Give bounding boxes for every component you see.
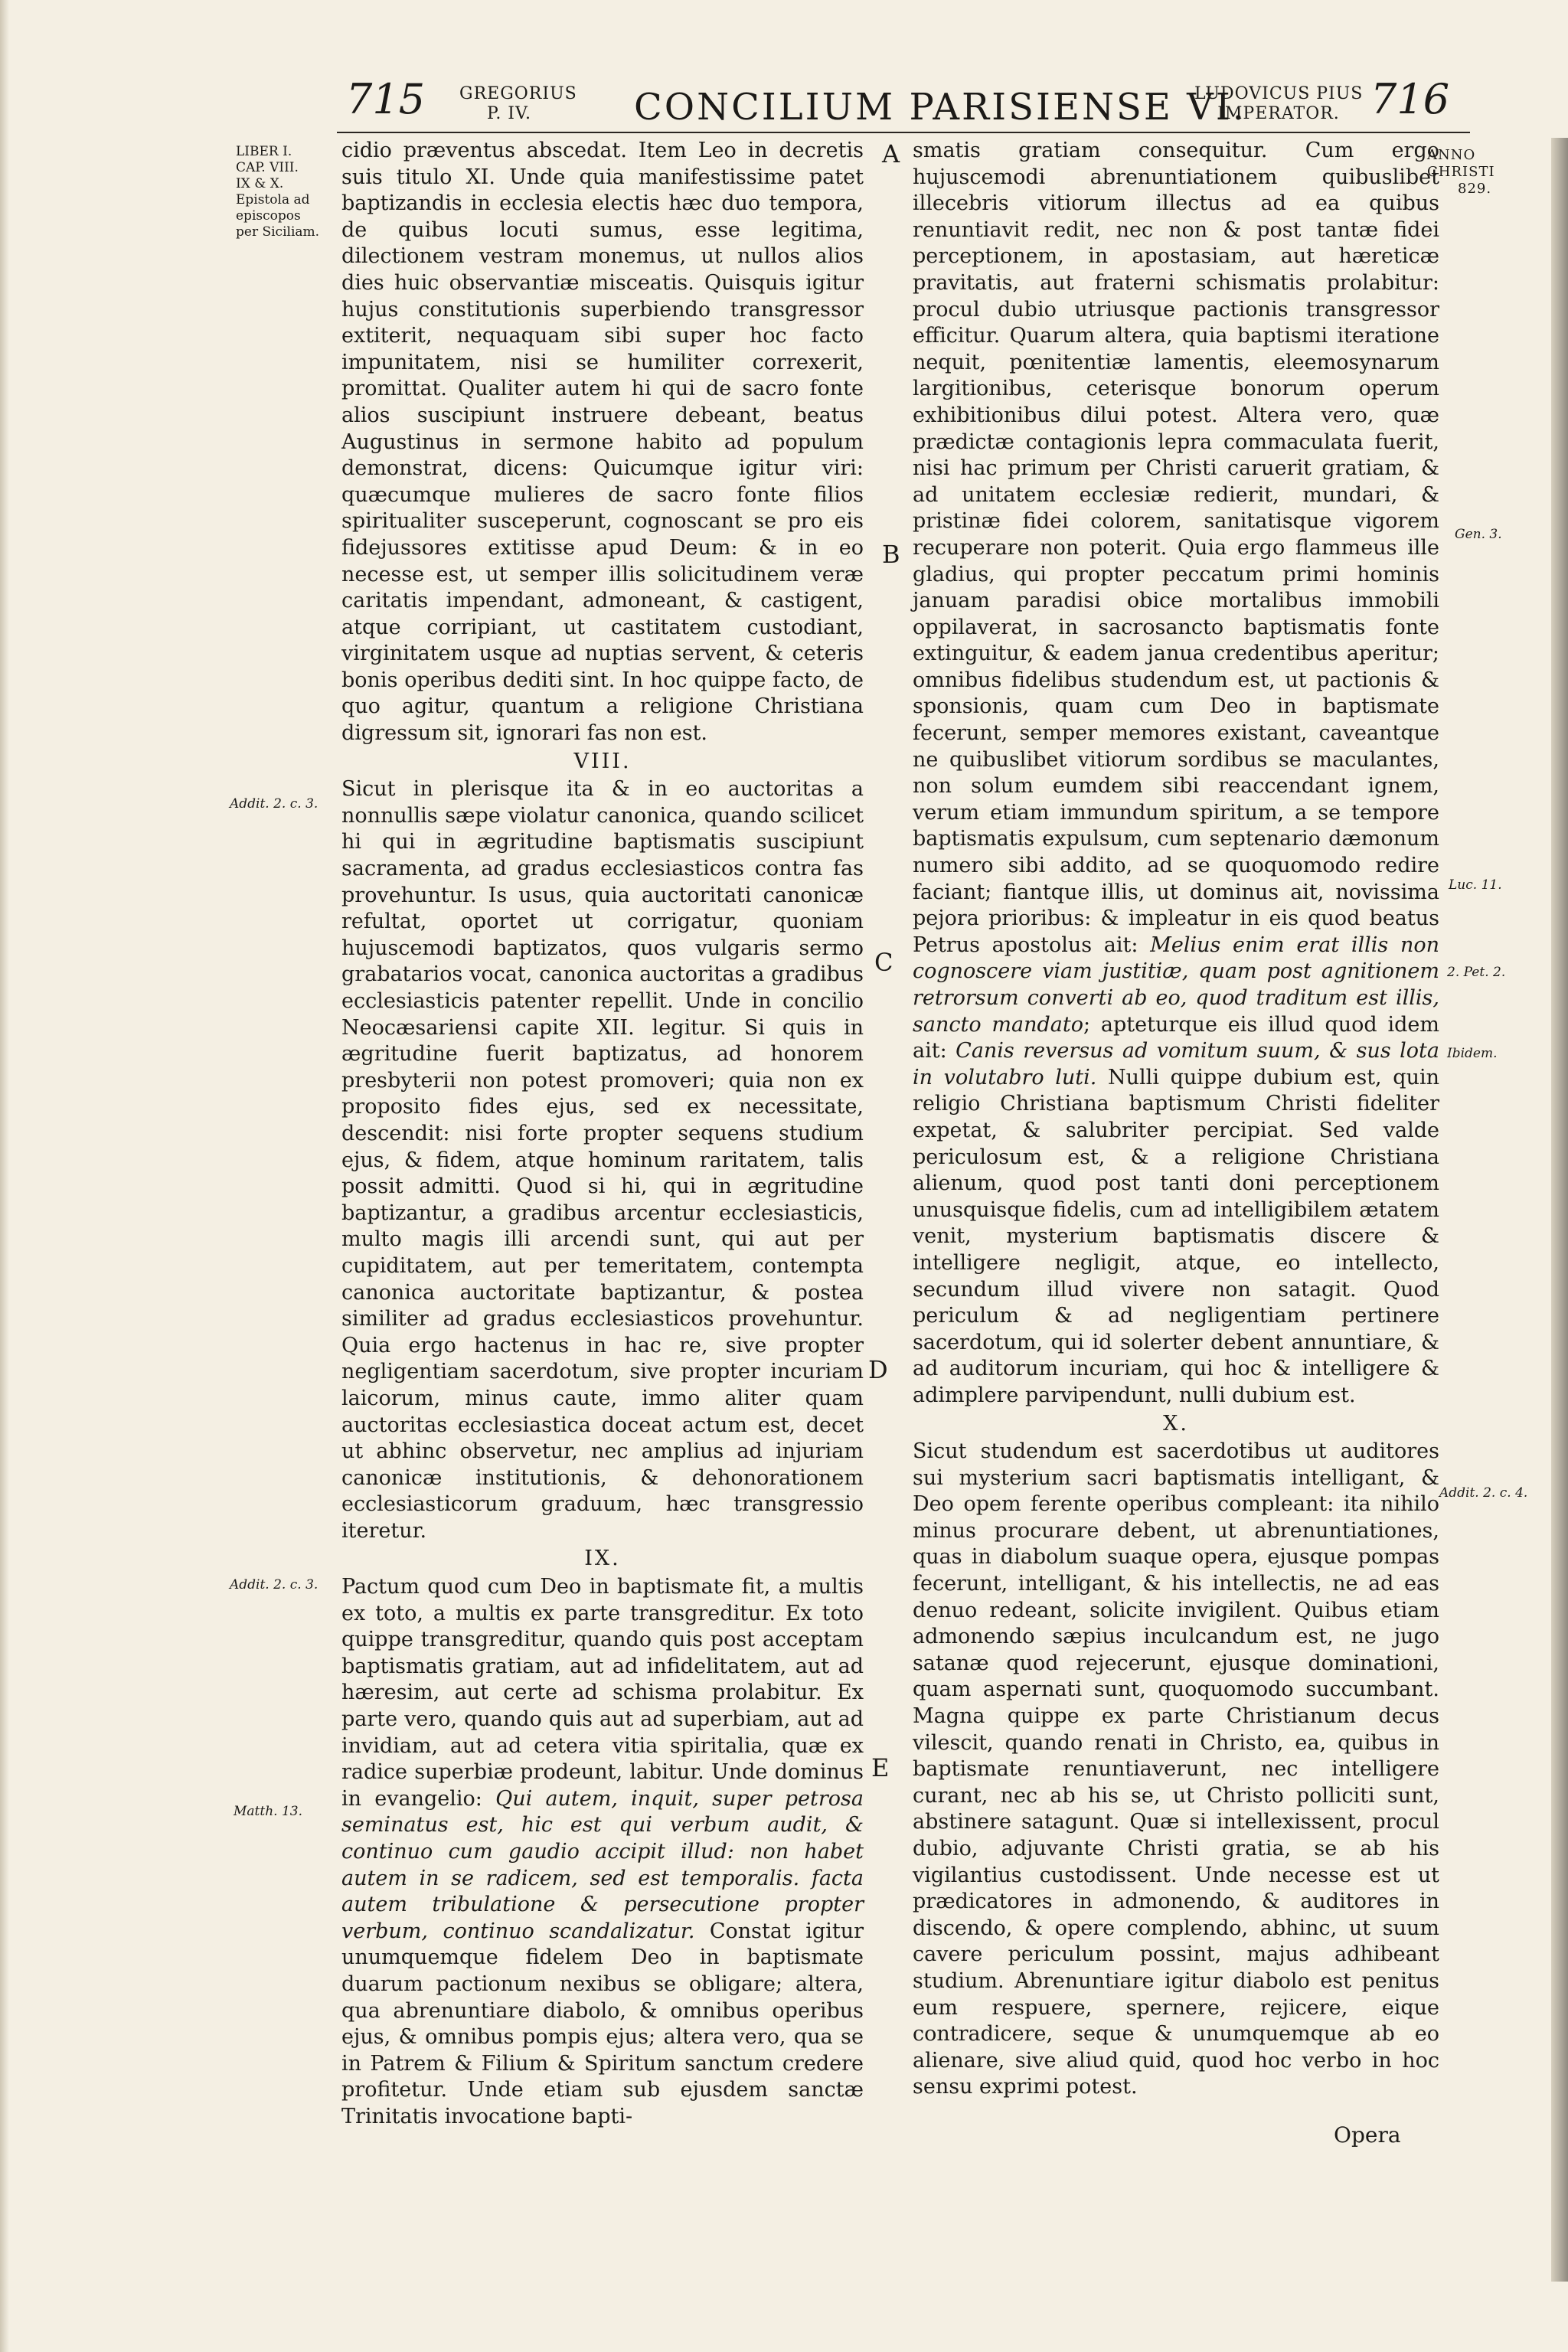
- margin-note-pet: 2. Pet. 2.: [1447, 965, 1506, 980]
- right-column: [913, 138, 1439, 2101]
- right-page-number: 716: [1370, 75, 1450, 123]
- section-heading-x: X.: [1163, 1411, 1189, 1436]
- section-heading-viii: VIII.: [573, 749, 632, 773]
- margin-note-addit-1: Addit. 2. c. 3.: [230, 796, 318, 812]
- margin-note-ibidem: Ibidem.: [1447, 1046, 1498, 1061]
- paragraph-ix: Pactum quod cum Deo in baptismate fit, a multis ex toto, a multis ex parte transgreditur. Ex toto quippe transgreditur, quando quis post acceptam baptismatis gratiam, aut ad infidelitatem, aut ad hæresim, aut certe ad schisma prolabitur. Ex parte vero, quando quis aut ad superbiam, aut ad invidiam, aut ad cetera vitia spiritalia, quæ ex radice superbiæ prodeunt, labitur. Unde dominus in evangelio: Qui autem, inquit, super petrosa seminatus est, hic est qui verbum audit, & continuo cum gaudio accipit illud: non habet autem in se radicem, sed est temporalis. facta autem tribulatione & persecutione propter verbum, continuo scandalizatur. Constat igitur unumquemque fidelem Deo in baptismate duarum pactionum nexibus se obligare; altera, qua abrenuntiare diabolo, & omnibus operibus ejus, & omnibus pompis ejus; altera vero, qua se in Patrem & Filium & Spiritum sanctum credere profitetur. Unde etiam sub ejusdem sanctæ Trinitatis invocatione bapti-: [341, 1575, 864, 2128]
- left-column: [341, 138, 864, 2131]
- left-page-number: 715: [346, 75, 426, 123]
- section-letter-a: A: [882, 139, 900, 168]
- header-left-label: GREGORIUS P. IV.: [459, 84, 577, 123]
- margin-note-liber: LIBER I. CAP. VIII. IX & X. Epistola ad episcopos per Siciliam.: [236, 144, 320, 240]
- section-letter-d: D: [868, 1355, 888, 1384]
- paragraph-vii-end: cidio præventus abscedat. Item Leo in decretis suis titulo XI. Unde quia manifestissime patet baptizandis in ecclesia electis hæc duo tempora, de quibus locuti sumus, esse legitima, dilectionem vestram monemus, ut nullos alios dies huic observantiæ misceatis. Quisquis igitur hujus constitutionis superbiendo transgressor extiterit, nequaquam sibi super hoc facto impunitatem, nisi se humiliter correxerit, promittat. Qualiter autem hi qui de sacro fonte alios suscipiunt instruere debeant, beatus Augustinus in sermone habito ad populum demonstrat, dicens: Quicumque igitur viri: quæcumque mulieres de sacro fonte filios spiritualiter susceperunt, cognoscant se pro eis fidejussores extitisse apud Deum: & in eo necesse est, ut semper illis solicitudinem veræ caritatis impendant, admoneant, & castigent, atque corripiant, ut castitatem custodiant, virginitatem usque ad nuptias servent, & ceteris bonis operibus dediti sint. In hoc quippe facto, de quo agitur, quantum a religione Christiana digressum sit, ignorari fas non est.: [341, 139, 864, 746]
- page-fold: [0, 0, 9, 2352]
- section-letter-b: B: [882, 540, 900, 569]
- page-title: CONCILIUM PARISIENSE VI.: [634, 86, 1247, 129]
- margin-note-gen: Gen. 3.: [1455, 527, 1502, 542]
- section-letter-c: C: [874, 948, 893, 977]
- margin-note-addit-2: Addit. 2. c. 3.: [230, 1577, 318, 1592]
- header-right-label: LUDOVICUS PIUS IMPERATOR.: [1194, 84, 1364, 123]
- paragraph-viii: Sicut in plerisque ita & in eo auctoritas a nonnullis sæpe violatur canonica, quando scilicet hi qui in ægritudine baptismatis suscipiunt sacramenta, ad gradus ecclesiasticos contra fas provehuntur. Is usus, quia auctoritati canonicæ refultat, oportet ut corrigatur, quoniam hujuscemodi baptizatos, quos vulgaris sermo grabatarios vocat, canonica auctoritas a gradibus ecclesiasticis patenter repellit. Unde in concilio Neocæsariensi capite XII. legitur. Si quis in ægritudine fuerit baptizatus, ad honorem presbyterii non potest promoveri; quia non ex proposito fides ejus, sed ex necessitate, descendit: nisi forte propter sequens studium ejus, & fidem, atque hominum raritatem, talis possit admitti. Quod si hi, qui in ægritudine baptizantur, a gradibus arcentur ecclesiasticis, multo magis illi arcendi sunt, qui aut per cupiditatem, aut per temeritatem, contempta canonica auctoritate baptizantur, & postea similiter ad gradus ecclesiasticos provehuntur. Quia ergo hactenus in hac re, sive propter negligentiam sacerdotum, sive propter incuriam laicorum, minus caute, immo aliter quam auctoritas ecclesiastica doceat actum est, decet ut abhinc observetur, nec amplius ad injuriam canonicæ institutionis, & dehonorationem ecclesiasticorum graduum, hæc transgressio iteretur.: [341, 777, 864, 1543]
- margin-note-addit-3: Addit. 2. c. 4.: [1439, 1485, 1528, 1501]
- section-heading-ix: IX.: [584, 1547, 621, 1571]
- section-letter-e: E: [871, 1753, 890, 1782]
- margin-note-matth: Matth. 13.: [234, 1804, 302, 1819]
- catchword: Opera: [1334, 2122, 1401, 2148]
- paragraph-x: Sicut studendum est sacerdotibus ut auditores sui mysterium sacri baptismatis intelligant, & Deo opem ferente operibus compleant: ita nihilo minus procurare debent, ut abrenuntiationes, quas in diabolum suaque opera, ejusque pompas fecerunt, intelligant, & his intellectis, ne ad eas denuo redeant, solicite invigilent. Quibus etiam admonendo sæpius inculcandum est, ne jugo satanæ quod rejecerunt, ejusque dominationi, quam aspernati sunt, quoquomodo succumbant. Magna quippe ex parte Christianum decus vilescit, quando renati in Christo, ea, quibus in baptismate renuntiaverunt, nec intelligere curant, nec ab his se, ut Christo polliciti sunt, abstinere satagunt. Quæ si intellexissent, procul dubio, adjuvante Christi gratia, se ab his vigilantius custodissent. Unde necesse est ut prædicatores in admonendo, & auditores in discendo, & opere complendo, abhinc, ut suum cavere periculum possint, majus adhibeant studium. Abrenuntiare igitur diabolo est penitus eum respuere, spernere, rejicere, eique contradicere, seque & unumquemque ab eo alienare, sive aliud quid, quod hoc verbo in hoc sensu exprimi potest.: [913, 1439, 1439, 2099]
- margin-note-luc: Luc. 11.: [1449, 877, 1502, 893]
- margin-note-anno: ANNO CHRISTI 829.: [1427, 147, 1495, 197]
- paragraph-ix-continued: smatis gratiam consequitur. Cum ergo hujuscemodi abrenuntiationem quibuslibet illecebris vitiorum illectus ad ea quibus renuntiavit redit, nec non & post tantæ fidei perceptionem, in apostasiam, aut hæreticæ pravitatis, aut fraterni schismatis prolabitur: procul dubio utriusque pactionis transgressor efficitur. Quarum altera, quia baptismi iteratione nequit, pœnitentiæ lamentis, eleemosynarum largitionibus, ceterisque bonorum operum exhibitionibus dilui potest. Altera vero, quæ prædictæ contagionis lepra commaculata fuerit, nisi hac primum per Christi caruerit gratiam, & ad unitatem ecclesiæ redierit, mundari, & pristinæ fidei colorem, sanitatisque vigorem recuperare non poterit. Quia ergo flammeus ille gladius, qui propter peccatum primi hominis januam paradisi obice mortalibus immobili oppilaverat, in sacrosancto baptismatis fonte extinguitur, & eadem janua credentibus aperitur; omnibus fidelibus studendum est, ut pactionis & sponsionis, quam cum Deo in baptismate fecerunt, semper memores existant, caveantque ne quibuslibet vitiorum sordibus se maculantes, non solum eumdem sibi reaccendant ignem, verum etiam immundum spiritum, a se tempore baptismatis expulsum, cum septenario dæmonum numero sibi addito, ad se quoquomodo redire faciant; fiantque illis, ut dominus ait, novissima pejora prioribus: & impleatur in eis quod beatus Petrus apostolus ait: Melius enim erat illis non cognoscere viam justitiæ, quam post agnitionem retrorsum converti ab eo, quod traditum est illis, sancto mandato; apteturque eis illud quod idem ait: Canis reversus ad vomitum suum, & sus lota in volutabro luti. Nulli quippe dubium est, quin religio Christiana baptismum Christi fideliter expetat, & salubriter percipiat. Sed valde periculosum est, & a religione Christiana alienum, quod post tanti doni perceptionem unusquisque fidelis, cum ad intelligibilem ætatem venit, mysterium baptismatis discere & intelligere negligit, atque, eo intellecto, secundum illud vivere non satagit. Quod periculum & ad negligentiam pertinere sacerdotum, qui id solerter debent annuntiare, & ad auditorum incuriam, qui hoc & intelligere & adimplere parvipendunt, nulli dubium est.: [913, 139, 1440, 1407]
- page-edge: [1551, 138, 1568, 2282]
- header-rule: [337, 132, 1470, 133]
